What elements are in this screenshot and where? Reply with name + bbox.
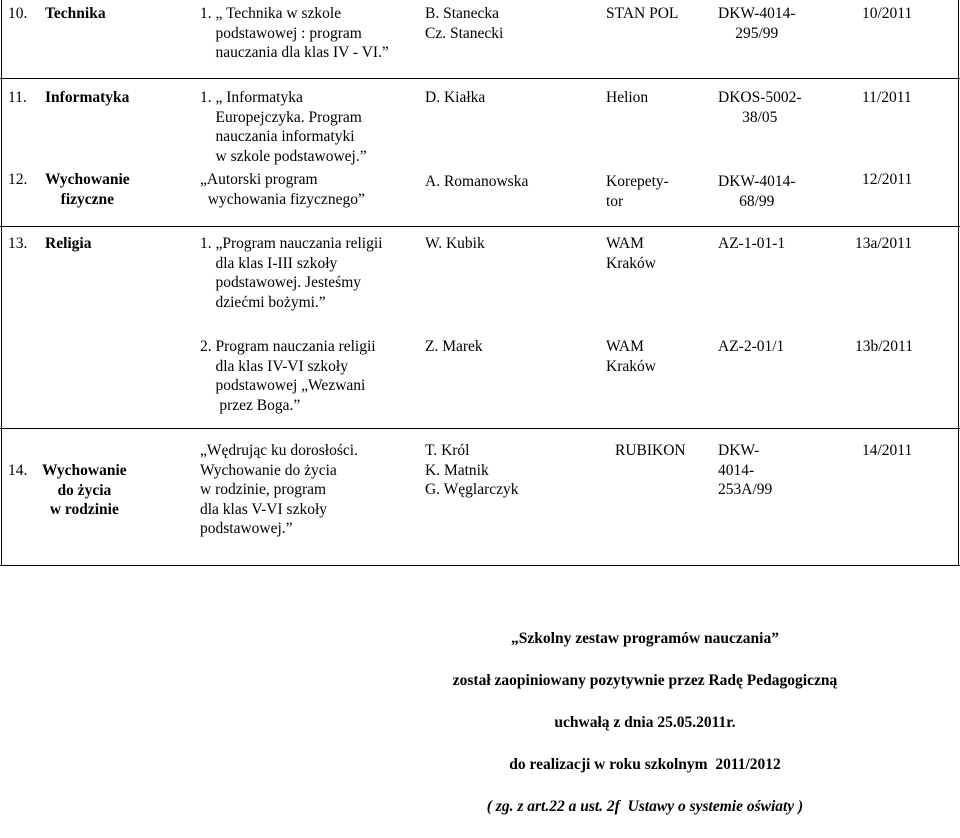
approval-note-line: uchwałą z dnia 25.05.2011r. bbox=[554, 714, 736, 731]
program-code: 13b/2011 bbox=[855, 338, 913, 355]
approval-number: DKW- 4014- 253A/99 bbox=[718, 442, 773, 498]
row-number: 10. bbox=[8, 5, 28, 22]
row-number: 11. bbox=[8, 89, 27, 106]
approval-number: DKOS-5002- 38/05 bbox=[718, 89, 802, 126]
publisher: WAM Kraków bbox=[606, 235, 656, 272]
approval-number: AZ-2-01/1 bbox=[718, 338, 785, 355]
program-title: 1. „ Technika w szkole podstawowej : program nauczania dla klas IV - VI.” bbox=[200, 5, 389, 61]
program-title: „Autorski program wychowania fizycznego” bbox=[200, 171, 365, 208]
approval-note-line: do realizacji w roku szkolnym 2011/2012 bbox=[509, 756, 781, 773]
subject-name: Informatyka bbox=[45, 89, 130, 106]
table-border-right bbox=[958, 0, 959, 566]
publisher: WAM Kraków bbox=[606, 338, 656, 375]
table-border-left bbox=[1, 0, 2, 566]
program-title: 1. „Program nauczania religii dla klas I-III szkoły podstawowej. Jesteśmy dziećmi bożymi.” bbox=[200, 235, 383, 311]
subject-name: Wychowanie fizyczne bbox=[45, 171, 130, 208]
program-code: 10/2011 bbox=[862, 5, 913, 22]
row-divider bbox=[0, 226, 960, 227]
subject-name: Technika bbox=[45, 5, 106, 22]
approval-note bbox=[410, 607, 880, 838]
legal-basis-note: ( zg. z art.22 a ust. 2f Ustawy o systemie oświaty ) bbox=[486, 798, 804, 815]
row-number: 14. bbox=[8, 462, 28, 479]
approval-note-line: został zaopiniowany pozytywnie przez Radę Pedagogiczną bbox=[452, 672, 838, 689]
program-title: 1. „ Informatyka Europejczyka. Program nauczania informatyki w szkole podstawowej.” bbox=[200, 89, 367, 165]
program-author: A. Romanowska bbox=[425, 173, 529, 190]
approval-number: DKW-4014- 68/99 bbox=[718, 173, 796, 210]
program-code: 13a/2011 bbox=[855, 235, 913, 252]
publisher: RUBIKON bbox=[615, 442, 686, 459]
publisher: Korepety- tor bbox=[606, 173, 669, 210]
table-border-bottom bbox=[0, 565, 960, 566]
approval-note-title: „Szkolny zestaw programów nauczania” bbox=[511, 630, 779, 647]
row-number: 12. bbox=[8, 171, 28, 188]
program-code: 14/2011 bbox=[862, 442, 913, 459]
subject-name: Religia bbox=[45, 235, 92, 252]
approval-number: AZ-1-01-1 bbox=[718, 235, 786, 252]
program-code: 11/2011 bbox=[862, 89, 912, 106]
row-divider bbox=[0, 428, 960, 429]
subject-name: Wychowanie do życia w rodzinie bbox=[42, 462, 127, 518]
program-title: „Wędrując ku dorosłości. Wychowanie do życia w rodzinie, program dla klas V-VI szkoły podstawowej.” bbox=[200, 442, 358, 537]
program-title: 2. Program nauczania religii dla klas IV-VI szkoły podstawowej „Wezwani przez Boga.” bbox=[200, 338, 376, 414]
program-code: 12/2011 bbox=[862, 171, 913, 188]
publisher: Helion bbox=[606, 89, 649, 106]
row-divider bbox=[0, 78, 960, 79]
publisher: STAN POL bbox=[606, 5, 679, 22]
program-author: T. Król K. Matnik G. Węglarczyk bbox=[425, 442, 519, 498]
program-author: B. Stanecka Cz. Stanecki bbox=[425, 5, 504, 42]
program-author: D. Kiałka bbox=[425, 89, 486, 106]
approval-number: DKW-4014- 295/99 bbox=[718, 5, 796, 42]
program-author: Z. Marek bbox=[425, 338, 483, 355]
program-author: W. Kubik bbox=[425, 235, 485, 252]
row-number: 13. bbox=[8, 235, 28, 252]
